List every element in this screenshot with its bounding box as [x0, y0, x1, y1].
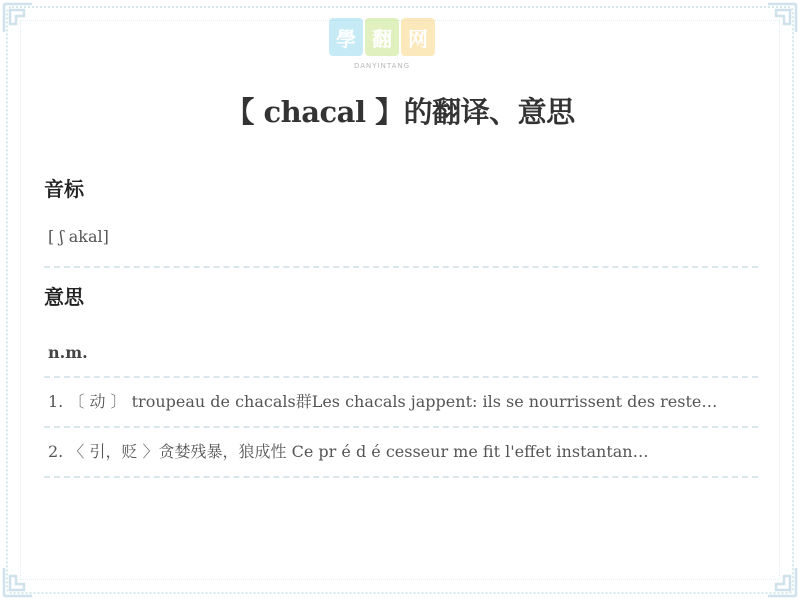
entry-content	[44, 170, 758, 478]
corner-ornament-icon	[764, 564, 798, 598]
site-logo[interactable]	[327, 18, 437, 76]
logo-block: 网	[401, 18, 435, 56]
corner-ornament-icon	[2, 2, 36, 36]
page-title: 【 chacal 】的翻译、意思	[225, 95, 575, 129]
logo-block: 翻	[365, 18, 399, 56]
section-heading-meaning: 意思	[44, 285, 84, 309]
section-heading-phonetic: 音标	[44, 177, 84, 201]
logo-subtitle: DANYINTANG	[353, 62, 411, 70]
definition-item[interactable]: 2. 〈 引，贬 〉贪婪残暴，狼成性 Ce pr é d é cesseur me fit l'effet instantan…	[44, 428, 758, 478]
definition-item[interactable]: 1. 〔 动 〕 troupeau de chacals群Les chacals jappent: ils se nourrissent des reste…	[44, 378, 758, 428]
logo-block: 學	[329, 18, 363, 56]
corner-ornament-icon	[2, 564, 36, 598]
phonetic-value: [ ʃ akal]	[44, 210, 758, 268]
part-of-speech: n.m.	[44, 330, 758, 378]
corner-ornament-icon	[764, 2, 798, 36]
